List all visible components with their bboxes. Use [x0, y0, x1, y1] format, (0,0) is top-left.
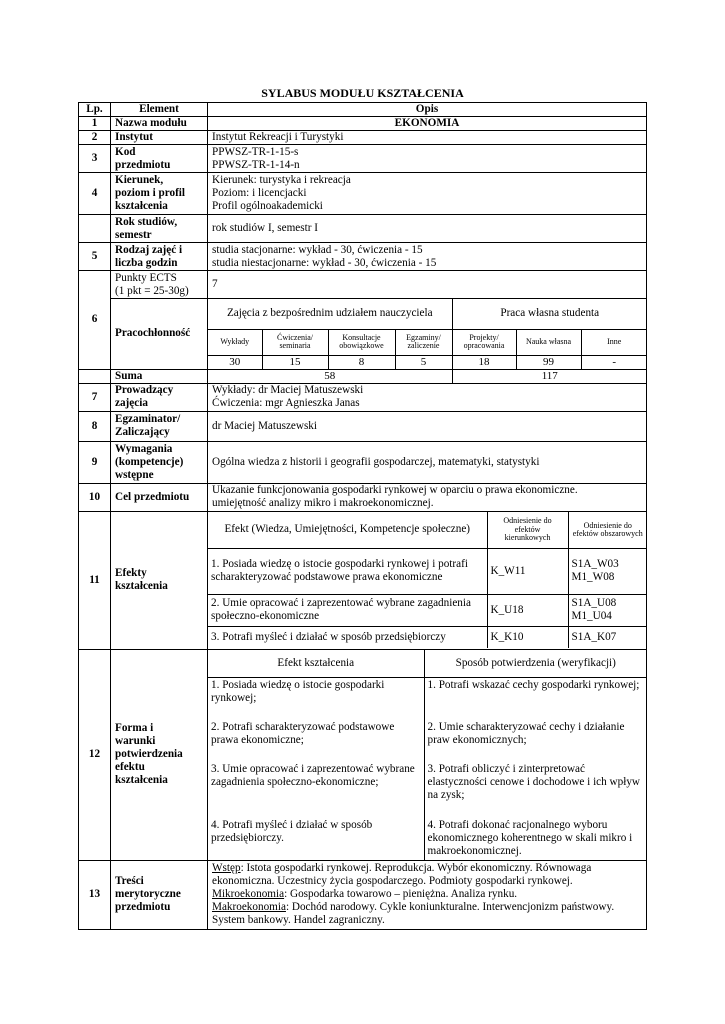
col-value: -	[581, 355, 647, 368]
value-line: Kierunek: turystyka i rekreacja	[212, 174, 351, 187]
effect-kier: K_W11	[487, 548, 568, 594]
row-element: Pracochłonność	[111, 299, 208, 369]
row-element	[111, 649, 208, 860]
element-line: Egzaminator/	[115, 413, 181, 426]
row-egzaminator	[79, 411, 647, 441]
row-lp: 12	[79, 649, 111, 860]
row-rodzaj-zajec	[79, 243, 647, 271]
row-element	[111, 145, 208, 173]
row-forma-weryfikacji	[79, 649, 647, 860]
row-value	[208, 145, 647, 173]
obsz-line: M1_U04	[571, 610, 612, 623]
row-instytut	[79, 131, 647, 145]
content-text: : Dochód narodowy. Cykle koniunkturalne. Interwencjonizm państwowy. System bankowy. Handel zagraniczny.	[212, 901, 615, 927]
row-element	[111, 215, 208, 243]
row-element	[111, 271, 208, 299]
element-line: Wymagania	[115, 442, 173, 455]
row-ects	[79, 271, 647, 299]
row-lp: 13	[79, 860, 111, 929]
element-line: potwierdzenia	[115, 748, 183, 761]
col-label: Inne	[581, 329, 647, 355]
verification-cell	[208, 649, 647, 860]
element-line: Kierunek,	[115, 174, 164, 187]
element-line: przedmiotu	[115, 158, 171, 171]
row-lp: 4	[79, 173, 111, 215]
value-line: Profil ogólnoakademicki	[212, 200, 323, 213]
value-line: studia niestacjonarne: wykład - 30, ćwiczenia - 15	[212, 256, 437, 269]
content-paragraph	[212, 901, 642, 927]
effect-obsz: S1A_K07	[568, 626, 647, 648]
element-line: Zaliczający	[115, 426, 170, 439]
element-line: Forma i	[115, 721, 154, 734]
row-element	[111, 243, 208, 271]
obsz-line: M1_W08	[571, 571, 615, 584]
verification-methods	[424, 678, 647, 860]
row-nazwa-modulu	[79, 117, 647, 131]
content-paragraph	[212, 888, 642, 901]
effect-row	[208, 594, 647, 626]
header-element: Element	[111, 103, 208, 117]
row-element: Suma	[111, 369, 208, 383]
workload-table	[208, 299, 647, 368]
element-line: poziom i profil	[115, 187, 186, 200]
element-line: semestr	[115, 228, 152, 241]
row-lp-empty	[79, 369, 111, 383]
row-wymagania	[79, 441, 647, 483]
method-item: 4. Potrafi dokonać racjonalnego wyboru ekonomicznego koherentnego w skali mikro i makroekonomicznej.	[427, 819, 633, 858]
effects-table	[208, 512, 647, 648]
element-line: przedmiotu	[115, 901, 171, 914]
row-lp: 8	[79, 411, 111, 441]
effect-text: 3. Potrafi myśleć i działać w sposób przedsiębiorczy	[208, 626, 487, 648]
value-line: studia stacjonarne: wykład - 30, ćwiczenia - 15	[212, 243, 423, 256]
value-line: PPWSZ-TR-1-15-s	[212, 145, 299, 158]
suma-table	[208, 370, 647, 383]
col-label: Konsultacje obowiązkowe	[328, 329, 395, 355]
effect-item: 3. Umie opracować i zaprezentować wybrane zagadnienia społeczno-ekonomiczne;	[211, 763, 415, 789]
effects-header: Efekt (Wiedza, Umiejętności, Kompetencje społeczne)	[208, 512, 487, 548]
row-value: rok studiów I, semestr I	[208, 215, 647, 243]
element-line: merytoryczne	[115, 887, 181, 900]
header-lp: Lp.	[79, 103, 111, 117]
row-kierunek	[79, 173, 647, 215]
module-name: EKONOMIA	[208, 117, 647, 131]
value-line: Wykłady: dr Maciej Matuszewski	[212, 384, 364, 397]
ects-value: 7	[208, 271, 647, 299]
row-value	[208, 243, 647, 271]
row-element: Cel przedmiotu	[111, 483, 208, 511]
effects-header-kier: Odniesienie do efektów kierunkowych	[487, 512, 568, 548]
row-kod	[79, 145, 647, 173]
row-element: Instytut	[111, 131, 208, 145]
col-label: Projekty/ opracowania	[452, 329, 516, 355]
workload-cell	[208, 299, 647, 369]
element-line: (kompetencje)	[115, 455, 184, 468]
row-tresci	[79, 860, 647, 929]
col-value: 30	[208, 355, 262, 368]
value-line: PPWSZ-TR-1-14-n	[212, 158, 300, 171]
element-line: Rok studiów,	[115, 215, 178, 228]
col-value: 15	[262, 355, 328, 368]
effect-item: 2. Potrafi scharakteryzować podstawowe prawa ekonomiczne;	[211, 721, 395, 747]
row-lp: 6	[79, 271, 111, 369]
effect-obsz	[568, 594, 647, 626]
row-value: Instytut Rekreacji i Turystyki	[208, 131, 647, 145]
element-line: warunki	[115, 734, 156, 747]
row-prowadzacy	[79, 383, 647, 411]
method-item: 1. Potrafi wskazać cechy gospodarki rynkowej;	[427, 679, 640, 692]
row-value	[208, 173, 647, 215]
content-text: : Istota gospodarki rynkowej. Reprodukcja. Wybór ekonomiczny. Równowaga ekonomiczna. Uczestnicy życia gospodarczego. Podmioty gospodarki rynkowej.	[212, 861, 592, 887]
row-value: dr Maciej Matuszewski	[208, 411, 647, 441]
suma-self: 117	[541, 369, 558, 382]
element-line: Kod	[115, 145, 136, 158]
effects-header-obsz: Odniesienie do efektów obszarowych	[568, 512, 647, 548]
content-label: Mikroekonomia	[212, 887, 285, 900]
obsz-line: S1A_W03	[571, 558, 619, 571]
header-row	[79, 103, 647, 117]
contact-hours-header: Zajęcia z bezpośrednim udziałem nauczyciela	[208, 299, 452, 329]
header-opis: Opis	[208, 103, 647, 117]
value-line: Ukazanie funkcjonowania gospodarki rynkowej w oparciu o prawa ekonomiczne.	[212, 484, 578, 497]
content-text: : Gospodarka towarowo – pieniężna. Analiza rynku.	[284, 887, 518, 900]
syllabus-table	[78, 102, 647, 930]
effect-obsz	[568, 548, 647, 594]
element-line: Efekty	[115, 567, 147, 580]
effect-kier: K_U18	[487, 594, 568, 626]
verification-effects	[208, 678, 424, 860]
row-value	[208, 383, 647, 411]
element-line: zajęcia	[115, 397, 148, 410]
col-label: Nauka własna	[516, 329, 581, 355]
document-title: SYLABUS MODUŁU KSZTAŁCENIA	[261, 86, 464, 100]
effect-item: 1. Posiada wiedzę o istocie gospodarki rynkowej;	[211, 679, 385, 705]
row-value	[208, 860, 647, 929]
verification-header-right: Sposób potwierdzenia (weryfikacji)	[424, 650, 647, 678]
method-item: 3. Potrafi obliczyć i zinterpretować elastyczności cenowe i dochodowe i ich wpływ na zysk;	[427, 763, 640, 802]
col-label: Wykłady	[208, 329, 262, 355]
row-efekty	[79, 511, 647, 649]
row-value: Ogólna wiedza z historii i geografii gospodarczej, matematyki, statystyki	[208, 441, 647, 483]
element-line: (1 pkt = 25-30g)	[115, 284, 189, 297]
element-line: Punkty ECTS	[115, 271, 177, 284]
effect-item: 4. Potrafi myśleć i działać w sposób przedsiębiorczy.	[211, 819, 373, 845]
row-element	[111, 860, 208, 929]
verification-table	[208, 650, 647, 860]
row-element	[111, 383, 208, 411]
row-element	[111, 173, 208, 215]
method-item: 2. Umie scharakteryzować cechy i działanie praw ekonomicznych;	[427, 721, 625, 747]
element-line: wstępne	[115, 468, 154, 481]
self-study-header: Praca własna studenta	[452, 299, 647, 329]
content-paragraph	[212, 862, 642, 888]
effect-text: 1. Posiada wiedzę o istocie gospodarki rynkowej i potrafi scharakteryzować podstawowe prawa ekonomiczne	[208, 548, 487, 594]
row-lp: 1	[79, 117, 111, 131]
row-lp: 10	[79, 483, 111, 511]
effect-kier: K_K10	[487, 626, 568, 648]
row-lp: 5	[79, 243, 111, 271]
row-element: Nazwa modułu	[111, 117, 208, 131]
col-value: 18	[452, 355, 516, 368]
row-lp: 11	[79, 511, 111, 649]
content-label: Makroekonomia	[212, 901, 286, 914]
row-suma	[79, 369, 647, 383]
row-cel	[79, 483, 647, 511]
row-rok	[79, 215, 647, 243]
element-line: Treści	[115, 874, 144, 887]
value-line: umiejętność analizy mikro i makroekonomicznej.	[212, 497, 434, 510]
element-line: kształcenia	[115, 580, 168, 593]
suma-cell	[208, 369, 647, 383]
row-element	[111, 511, 208, 649]
element-line: efektu	[115, 761, 145, 774]
col-label: Ćwiczenia/ seminaria	[262, 329, 328, 355]
row-lp: 3	[79, 145, 111, 173]
row-pracochlonnosc	[79, 299, 647, 369]
element-line: Rodzaj zajęć i	[115, 243, 183, 256]
row-lp: 2	[79, 131, 111, 145]
col-value: 8	[328, 355, 395, 368]
row-lp: 7	[79, 383, 111, 411]
col-value: 99	[516, 355, 581, 368]
element-line: kształcenia	[115, 200, 168, 213]
element-line: Prowadzący	[115, 384, 174, 397]
col-value: 5	[395, 355, 452, 368]
verification-header-left: Efekt kształcenia	[208, 650, 424, 678]
element-line: liczba godzin	[115, 256, 178, 269]
effect-row	[208, 548, 647, 594]
suma-contact: 58	[208, 370, 452, 383]
element-line: kształcenia	[115, 774, 168, 787]
row-lp-empty	[79, 215, 111, 243]
effects-cell	[208, 511, 647, 649]
effect-text: 2. Umie opracować i zaprezentować wybrane zagadnienia społeczno-ekonomiczne	[208, 594, 487, 626]
row-element	[111, 441, 208, 483]
value-line: Poziom: i licencjacki	[212, 187, 307, 200]
row-lp: 9	[79, 441, 111, 483]
effect-row	[208, 626, 647, 648]
row-value	[208, 483, 647, 511]
content-label: Wstęp	[212, 861, 241, 874]
col-label: Egzaminy/ zaliczenie	[395, 329, 452, 355]
value-line: Ćwiczenia: mgr Agnieszka Janas	[212, 397, 360, 410]
row-element	[111, 411, 208, 441]
obsz-line: S1A_U08	[571, 597, 617, 610]
